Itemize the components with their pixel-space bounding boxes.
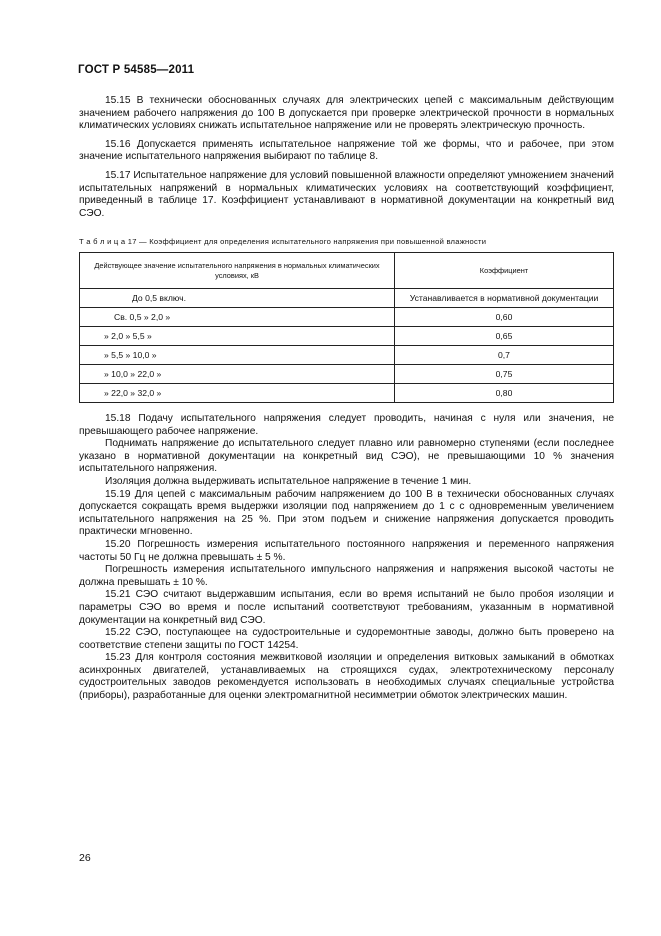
table-cell-voltage: Св. 0,5 » 2,0 »: [80, 308, 395, 327]
paragraph-15-21: 15.21 СЭО считают выдержавшим испытания, если во время испытаний не было пробоя изоляции и параметры СЭО во время и после испытаний соответствуют требованиям, указанным в нормативной документации на конкретный вид СЭО.: [79, 589, 614, 626]
paragraph-15-19: 15.19 Для цепей с максимальным рабочим напряжением до 100 В в технически обоснованных случаях допускается сокращать время выдержки изоляции под напряжением до 1 с с одновременным увеличением испытательного напряжения на 25 %. При этом подъем и снижение напряжения допускается проводить практически мгновенно.: [79, 488, 614, 538]
table-row: [80, 308, 614, 327]
table-cell-coefficient: 0,65: [395, 327, 614, 346]
paragraph-15-23: 15.23 Для контроля состояния межвитковой изоляции и определения витковых замыканий в обмотках асинхронных двигателей, устанавливаемых на строящихся судах, электротехническому персоналу судостроительных заводов рекомендуется использовать в необходимых случаях специальные устройства (приборы), разработанные для оценки электромагнитной несимметрии обмоток электрических машин.: [79, 652, 614, 702]
table-cell-voltage: » 2,0 » 5,5 »: [80, 327, 395, 346]
top-text-block: [79, 95, 614, 220]
coefficient-table: [79, 252, 614, 403]
paragraph-15-18: 15.18 Подачу испытательного напряжения следует проводить, начиная с нуля или значения, не превышающего рабочее напряжение.: [79, 413, 614, 437]
paragraph-15-16: 15.16 Допускается применять испытательное напряжение той же формы, что и рабочее, при этом значение испытательного напряжения выбирают по таблице 8.: [79, 138, 614, 163]
paragraph-15-20: 15.20 Погрешность измерения испытательного постоянного напряжения и переменного напряжения частоты 50 Гц не должна превышать ± 5 %.: [79, 538, 614, 563]
paragraph-15-15: 15.15 В технически обоснованных случаях для электрических цепей с максимальным действующим значением рабочего напряжения до 100 В допускается при проверке электрической прочности в нормальных климатических условиях снижать испытательное напряжение или не проверять электрическую прочность.: [79, 95, 614, 132]
table-row: [80, 346, 614, 365]
paragraph-measurement-error: Погрешность измерения испытательного импульсного напряжения и напряжения высокой частоты не должна превышать ± 10 %.: [79, 564, 614, 588]
table-caption: Т а б л и ц а 17 — Коэффициент для определения испытательного напряжения при повышенной влажности: [79, 237, 487, 246]
paragraph-15-17: 15.17 Испытательное напряжение для условий повышенной влажности определяют умножением значений испытательных напряжений в нормальных климатических условиях на соответствующий коэффициент, приведенный в таблице 17. Коэффициент устанавливают в нормативной документации на конкретный вид СЭО.: [79, 169, 614, 219]
paragraph-15-22: 15.22 СЭО, поступающее на судостроительные и судоремонтные заводы, должно быть проверено на соответствие степени защиты по ГОСТ 14254.: [79, 627, 614, 651]
document-header: ГОСТ Р 54585—2011: [78, 64, 195, 76]
page-number: 26: [79, 852, 91, 864]
paragraph-insulation-time: Изоляция должна выдерживать испытательное напряжение в течение 1 мин.: [105, 475, 472, 487]
table-header-row: [80, 253, 614, 289]
table-row: [80, 289, 614, 308]
table-header-coefficient: Коэффициент: [395, 253, 614, 289]
table-row: [80, 365, 614, 384]
table-cell-coefficient: 0,75: [395, 365, 614, 384]
table-cell-voltage: » 5,5 » 10,0 »: [80, 346, 395, 365]
bottom-text-block: [79, 413, 614, 703]
table-cell-coefficient: 0,80: [395, 384, 614, 403]
table-header-voltage: Действующее значение испытательного напряжения в нормальных климатических условиях, кВ: [80, 253, 395, 289]
table-cell-coefficient: 0,7: [395, 346, 614, 365]
table-row: [80, 327, 614, 346]
table-cell-coefficient: 0,60: [395, 308, 614, 327]
table-row: [80, 384, 614, 403]
table-cell-voltage: » 10,0 » 22,0 »: [80, 365, 395, 384]
table-cell-voltage: » 22,0 » 32,0 »: [80, 384, 395, 403]
paragraph-voltage-rise: Поднимать напряжение до испытательного следует плавно или равномерно ступенями (если последнее указано в нормативной документации на конкретный вид СЭО), не превышающими 10 % значения испытательного напряжения.: [79, 438, 614, 475]
table-cell-voltage: До 0,5 включ.: [80, 289, 395, 308]
table-cell-coefficient: Устанавливается в нормативной документации: [395, 289, 614, 308]
